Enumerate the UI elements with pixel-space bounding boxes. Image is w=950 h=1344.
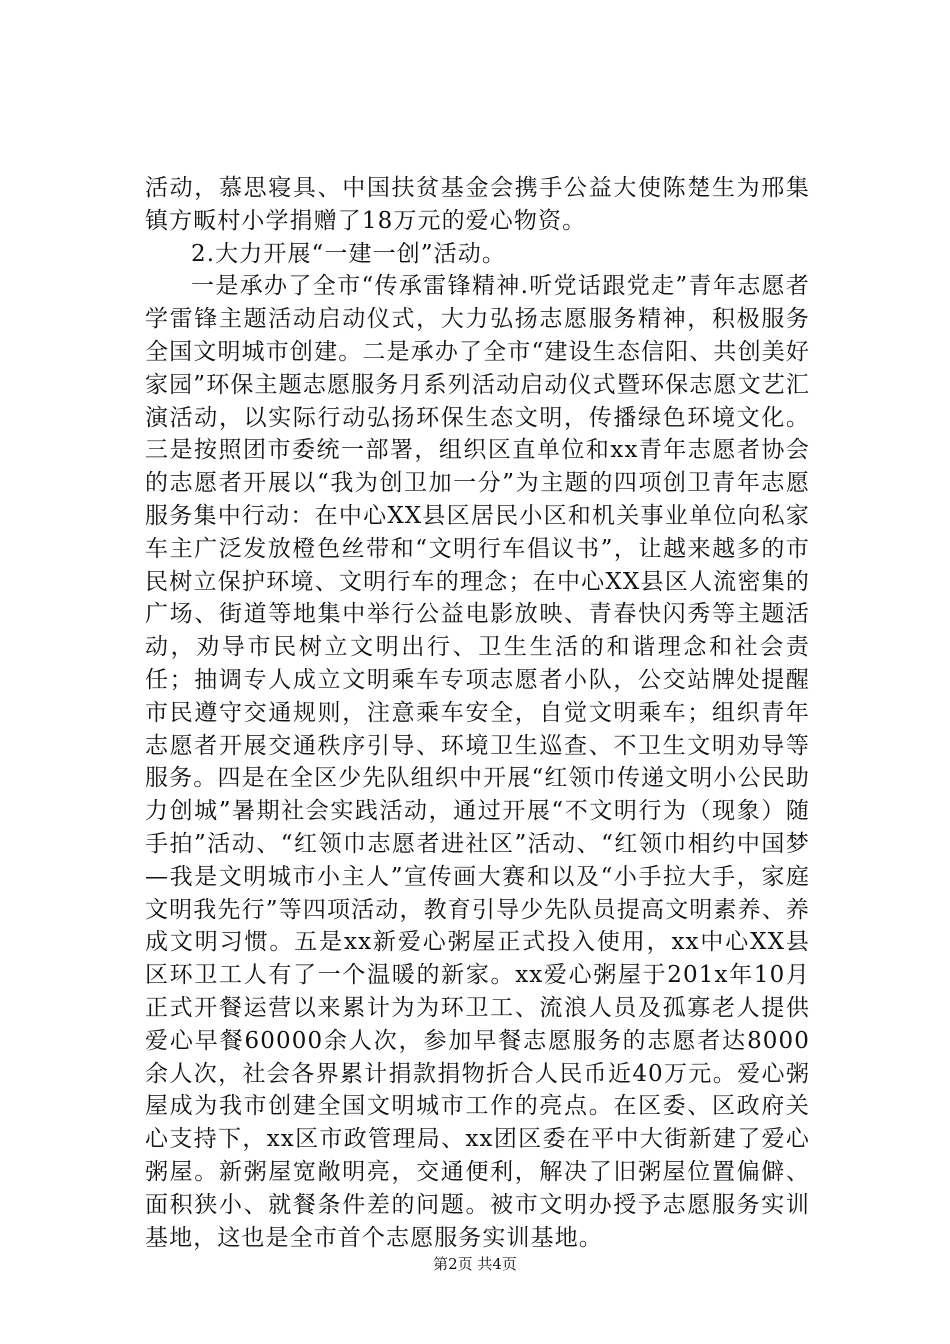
document-body (145, 172, 810, 1254)
section-heading: 2.大力开展“一建一创”活动。 (191, 240, 506, 267)
paragraph-main: 一是承办了全市“传承雷锋精神.听党话跟党走”青年志愿者学雷锋主题活动启动仪式，大力弘扬志愿服务精神，积极服务全国文明城市创建。二是承办了全市“建设生态信阳、共创美好家园”环保主题志愿服务月系列活动启动仪式暨环保志愿文艺汇演活动，以实际行动弘扬环保生态文明，传播绿色环境文化。三是按照团市委统一部署，组织区直单位和xx青年志愿者协会的志愿者开展以“我为创卫加一分”为主题的四项创卫青年志愿服务集中行动：在中心XX县区居民小区和机关事业单位向私家车主广泛发放橙色丝带和“文明行车倡议书”，让越来越多的市民树立保护环境、文明行车的理念；在中心XX县区人流密集的广场、街道等地集中举行公益电影放映、青春快闪秀等主题活动，劝导市民树立文明出行、卫生生活的和谐理念和社会责任；抽调专人成立文明乘车专项志愿者小队，公交站牌处提醒市民遵守交通规则，注意乘车安全，自觉文明乘车；组织青年志愿者开展交通秩序引导、环境卫生巡查、不卫生文明劝导等服务。四是在全区少先队组织中开展“红领巾传递文明小公民助力创城”暑期社会实践活动，通过开展“不文明行为（现象）随手拍”活动、“红领巾志愿者进社区”活动、“红领巾相约中国梦—我是文明城市小主人”宣传画大赛和以及“小手拉大手，家庭文明我先行”等四项活动，教育引导少先队员提高文明素养、养成文明习惯。五是xx新爱心粥屋正式投入使用，xx中心XX县区环卫工人有了一个温暖的新家。xx爱心粥屋于201x年10月正式开餐运营以来累计为为环卫工、流浪人员及孤寡老人提供爱心早餐60000余人次，参加早餐志愿服务的志愿者达8000余人次，社会各界累计捐款捐物折合人民币近40万元。爱心粥屋成为我市创建全国文明城市工作的亮点。在区委、区政府关心支持下，xx区市政管理局、xx团区委在平中大街新建了爱心粥屋。新粥屋宽敞明亮，交通便利，解决了旧粥屋位置偏僻、面积狭小、就餐条件差的问题。被市文明办授予志愿服务实训基地，这也是全市首个志愿服务实训基地。 (145, 273, 810, 1251)
page-footer: 第2页 共4页 (433, 1255, 517, 1273)
paragraph-continuation: 活动，慕思寝具、中国扶贫基金会携手公益大使陈楚生为邢集镇方畈村小学捐赠了18万元的爱心物资。 (145, 175, 810, 234)
